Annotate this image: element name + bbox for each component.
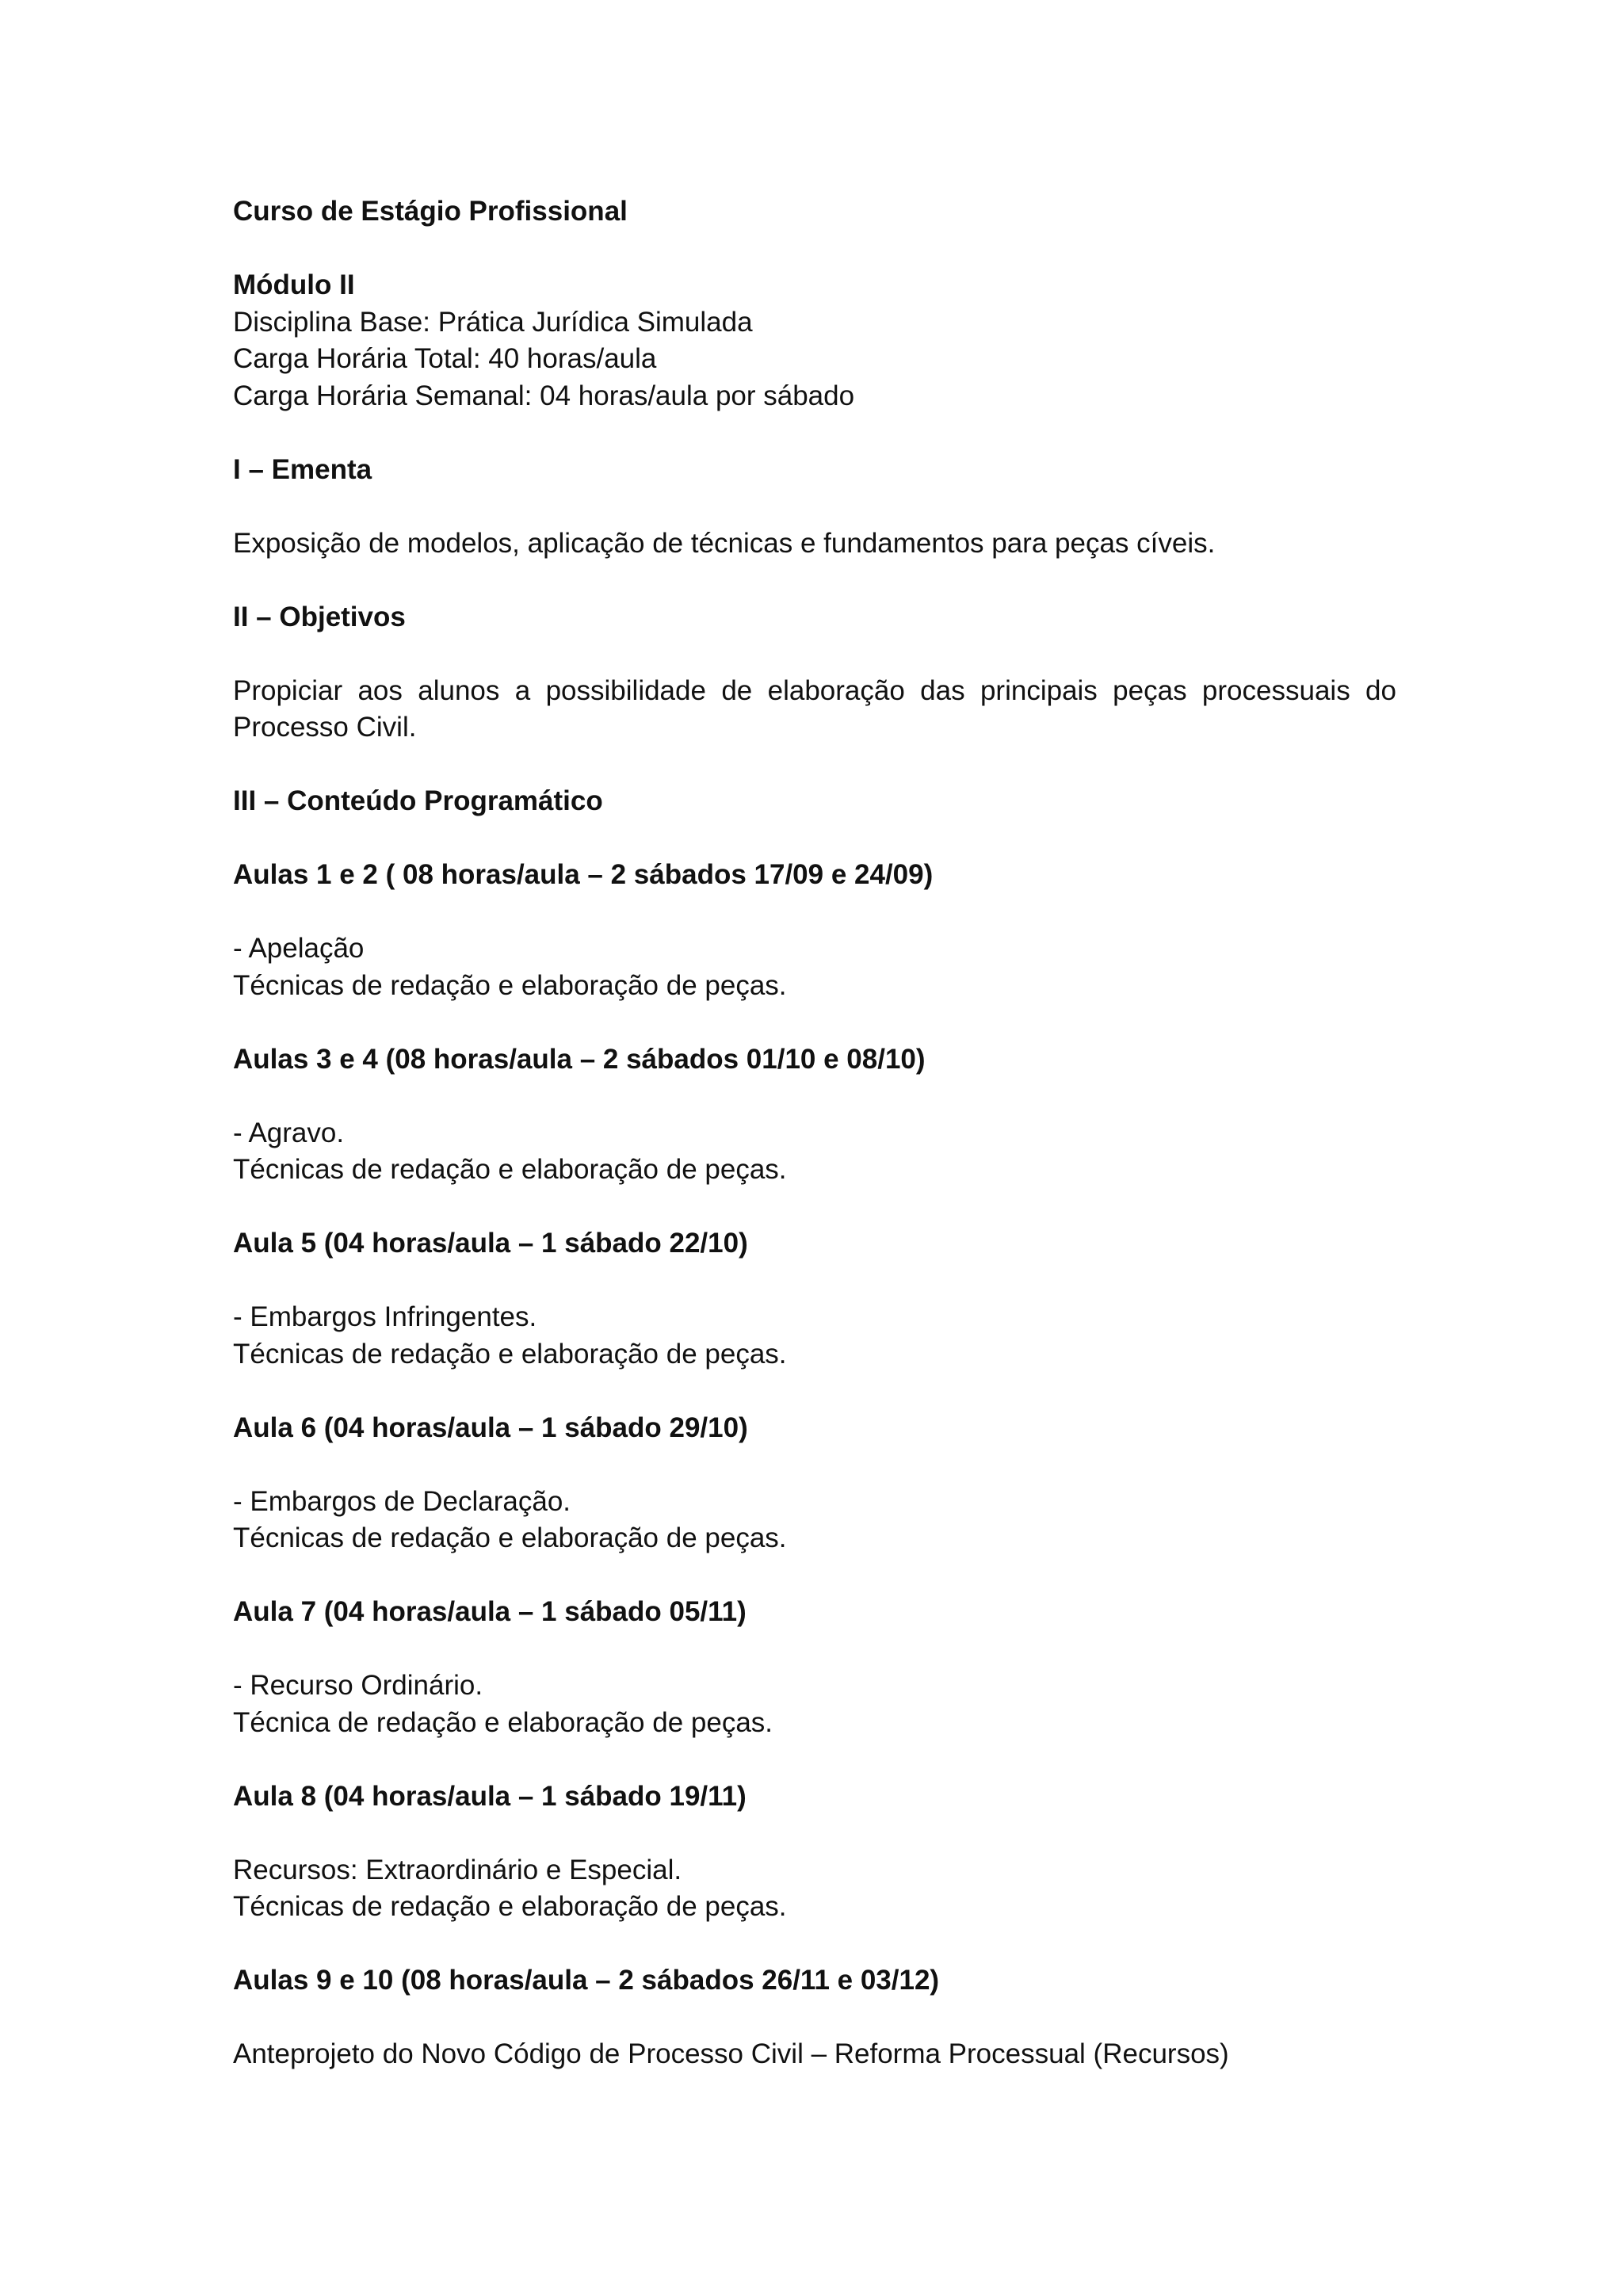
spacer: [233, 1926, 1396, 1963]
spacer: [233, 1815, 1396, 1852]
lesson-description: Técnica de redação e elaboração de peças.: [233, 1706, 773, 1738]
lesson-description: Técnicas de redação e elaboração de peças.: [233, 1338, 787, 1370]
ementa-heading: I – Ementa: [233, 453, 372, 485]
lesson-block: [233, 857, 1396, 1004]
course-title: Curso de Estágio Profissional: [233, 196, 628, 227]
lesson-topic: - Embargos Infringentes.: [233, 1301, 537, 1332]
discipline-line: Disciplina Base: Prática Jurídica Simulada: [233, 306, 753, 338]
spacer: [233, 1078, 1396, 1115]
lesson-block: [233, 1778, 1396, 1926]
conteudo-heading: III – Conteúdo Programático: [233, 785, 603, 816]
objetivos-text: Propiciar aos alunos a possibilidade de elaboração das principais peças processuais do Processo Civil.: [233, 674, 1396, 743]
spacer: [233, 747, 1396, 784]
lesson-topic: - Apelação: [233, 933, 365, 964]
spacer: [233, 820, 1396, 858]
lesson-topic: Anteprojeto do Novo Código de Processo Civil – Reforma Processual (Recursos): [233, 2038, 1229, 2069]
spacer: [233, 1263, 1396, 1300]
lesson-description: Técnicas de redação e elaboração de peças.: [233, 1154, 787, 1185]
weekly-hours-line: Carga Horária Semanal: 04 horas/aula por sábado: [233, 380, 855, 411]
spacer: [233, 1189, 1396, 1226]
spacer: [233, 562, 1396, 599]
lesson-title: Aula 8 (04 horas/aula – 1 sábado 19/11): [233, 1780, 747, 1812]
lesson-title: Aula 7 (04 horas/aula – 1 sábado 05/11): [233, 1596, 747, 1627]
spacer: [233, 636, 1396, 673]
spacer: [233, 1741, 1396, 1778]
lesson-title: Aulas 3 e 4 (08 horas/aula – 2 sábados 01/10 e 08/10): [233, 1043, 926, 1075]
lesson-block: [233, 1594, 1396, 1741]
lesson-block: [233, 1962, 1396, 2073]
lesson-block: [233, 1041, 1396, 1189]
lesson-title: Aulas 9 e 10 (08 horas/aula – 2 sábados 26/11 e 03/12): [233, 1965, 940, 1996]
conteudo-section: [233, 783, 1396, 2073]
lesson-title: Aulas 1 e 2 ( 08 horas/aula – 2 sábados 17/09 e 24/09): [233, 859, 934, 890]
spacer: [233, 415, 1396, 452]
spacer: [233, 488, 1396, 525]
lesson-block: [233, 1410, 1396, 1557]
lesson-description: Técnicas de redação e elaboração de peças.: [233, 1891, 787, 1922]
lesson-title: Aula 5 (04 horas/aula – 1 sábado 22/10): [233, 1228, 748, 1259]
spacer: [233, 1004, 1396, 1041]
lesson-block: [233, 1225, 1396, 1373]
spacer: [233, 1446, 1396, 1484]
ementa-text: Exposição de modelos, aplicação de técnicas e fundamentos para peças cíveis.: [233, 527, 1216, 559]
total-hours-line: Carga Horária Total: 40 horas/aula: [233, 343, 657, 374]
ementa-section: [233, 452, 1396, 563]
lesson-description: Técnicas de redação e elaboração de peças.: [233, 969, 787, 1001]
objetivos-section: [233, 599, 1396, 747]
spacer: [233, 2000, 1396, 2037]
spacer: [233, 894, 1396, 931]
lesson-title: Aula 6 (04 horas/aula – 1 sábado 29/10): [233, 1412, 748, 1443]
lesson-topic: - Recurso Ordinário.: [233, 1670, 483, 1701]
module-info: [233, 267, 1396, 415]
lesson-topic: Recursos: Extraordinário e Especial.: [233, 1854, 682, 1885]
spacer: [233, 1557, 1396, 1595]
spacer: [233, 1631, 1396, 1668]
lesson-description: Técnicas de redação e elaboração de peças.: [233, 1522, 787, 1553]
objetivos-heading: II – Objetivos: [233, 601, 406, 632]
lesson-topic: - Embargos de Declaração.: [233, 1485, 571, 1517]
document-page: [233, 193, 1396, 2073]
spacer: [233, 1373, 1396, 1410]
lesson-topic: - Agravo.: [233, 1117, 345, 1148]
spacer: [233, 231, 1396, 268]
module-title: Módulo II: [233, 269, 355, 300]
